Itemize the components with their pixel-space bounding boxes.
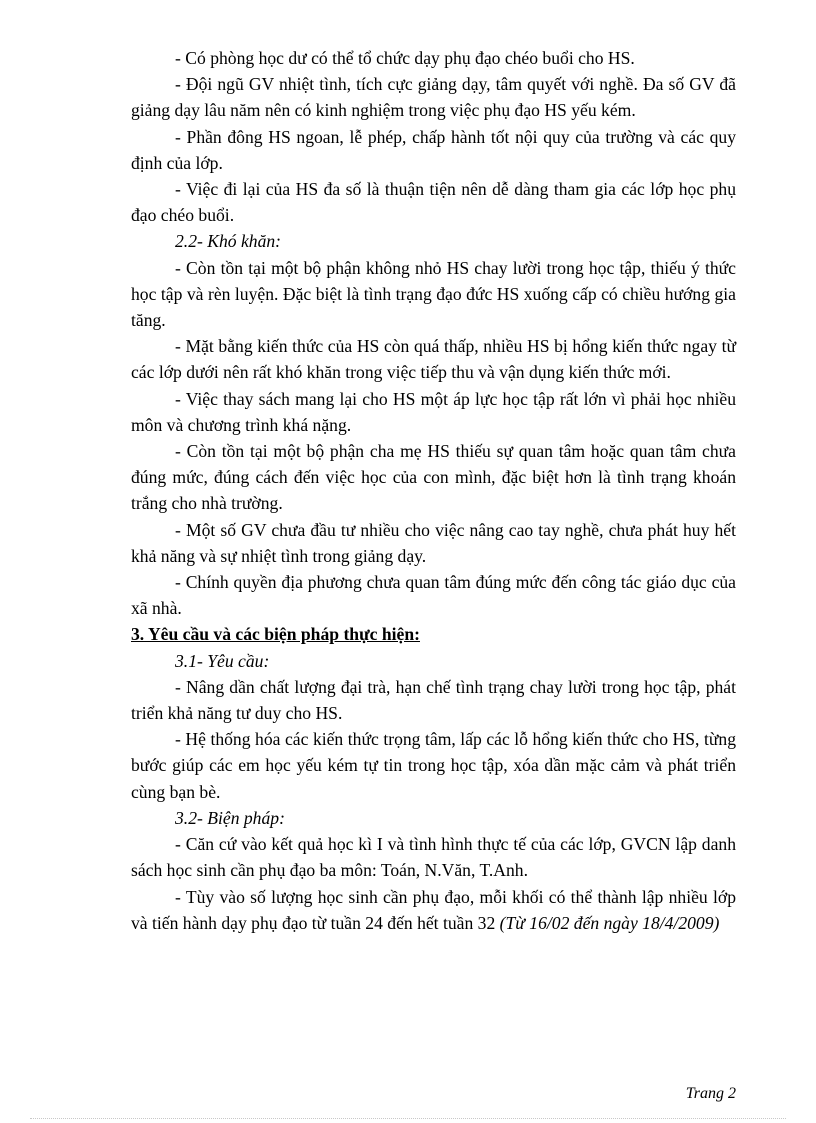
paragraph-text: - Tùy vào số lượng học sinh cần phụ đạo, mỗi khối có thể thành lập nhiều lớp và tiến hành dạy phụ đạo từ tuần 24 đến hết tuần 32 bbox=[131, 886, 736, 933]
paragraph: - Có phòng học dư có thể tổ chức dạy phụ đạo chéo buổi cho HS. bbox=[175, 48, 635, 68]
paragraph: - Phần đông HS ngoan, lễ phép, chấp hành tốt nội quy của trường và các quy định của lớp. bbox=[131, 126, 736, 173]
paragraph bbox=[131, 884, 736, 936]
paragraph: - Căn cứ vào kết quả học kì I và tình hình thực tế của các lớp, GVCN lập danh sách học sinh cần phụ đạo ba môn: Toán, N.Văn, T.Anh. bbox=[131, 834, 736, 881]
subsection-title-measures: 3.2- Biện pháp: bbox=[175, 807, 285, 828]
paragraph: - Hệ thống hóa các kiến thức trọng tâm, lấp các lỗ hổng kiến thức cho HS, từng bước giúp các em học yếu kém tự tin trong học tập, xóa dần mặc cảm và phát triển cùng bạn bè. bbox=[131, 729, 736, 802]
paragraph: - Một số GV chưa đầu tư nhiều cho việc nâng cao tay nghề, chưa phát huy hết khả năng và sự nhiệt tình trong giảng dạy. bbox=[131, 519, 736, 566]
paragraph: - Đội ngũ GV nhiệt tình, tích cực giảng dạy, tâm quyết với nghề. Đa số GV đã giảng dạy lâu năm nên có kinh nghiệm trong việc phụ đạo HS yếu kém. bbox=[131, 74, 736, 121]
section-heading bbox=[131, 621, 736, 647]
section-heading-text: 3. Yêu cầu và các biện pháp thực hiện: bbox=[131, 624, 420, 645]
paragraph: - Việc thay sách mang lại cho HS một áp lực học tập rất lớn vì phải học nhiều môn và chương trình khá nặng. bbox=[131, 388, 736, 435]
subsection-title-requirements: 3.1- Yêu cầu: bbox=[175, 650, 270, 671]
page-divider bbox=[30, 1118, 786, 1119]
subsection-title-difficulties: 2.2- Khó khăn: bbox=[175, 231, 282, 252]
date-range-note: (Từ 16/02 đến ngày 18/4/2009) bbox=[499, 912, 720, 933]
paragraph: - Việc đi lại của HS đa số là thuận tiện nên dễ dàng tham gia các lớp học phụ đạo chéo buổi. bbox=[131, 179, 736, 226]
document-page bbox=[131, 45, 736, 936]
paragraph: - Nâng dần chất lượng đại trà, hạn chế tình trạng chay lười trong học tập, phát triển khả năng tư duy cho HS. bbox=[131, 676, 736, 724]
paragraph: - Chính quyền địa phương chưa quan tâm đúng mức đến công tác giáo dục của xã nhà. bbox=[131, 572, 736, 619]
paragraph: - Còn tồn tại một bộ phận không nhỏ HS chay lười trong học tập, thiếu ý thức học tập và rèn luyện. Đặc biệt là tình trạng đạo đức HS xuống cấp có chiều hướng gia tăng. bbox=[131, 257, 736, 331]
page-number: Trang 2 bbox=[685, 1085, 736, 1102]
paragraph: - Còn tồn tại một bộ phận cha mẹ HS thiếu sự quan tâm hoặc quan tâm chưa đúng mức, đúng cách đến việc học của con mình, đặc biệt hơn là tình trạng khoán trắng cho nhà trường. bbox=[131, 441, 736, 514]
paragraph: - Mặt bằng kiến thức của HS còn quá thấp, nhiều HS bị hổng kiến thức ngay từ các lớp dưới nên rất khó khăn trong việc tiếp thu và vận dụng kiến thức mới. bbox=[131, 336, 736, 383]
